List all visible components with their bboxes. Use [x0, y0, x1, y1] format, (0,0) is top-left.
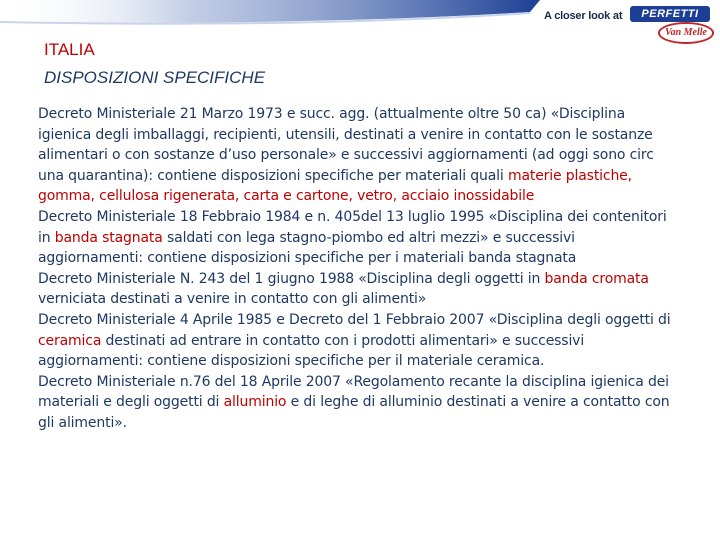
- header-bar: [0, 0, 720, 44]
- text: saldati con lega stagno-piombo ed altri mezzi» e successivi aggiornamenti: contiene disposizioni specifiche per i materiali banda stagnata: [38, 229, 577, 267]
- text: Decreto Ministeriale 4 Aprile 1985 e Decreto del 1 Febbraio 2007 «Disciplina degli oggetti di: [38, 311, 671, 328]
- text: Decreto Ministeriale N. 243 del 1 giugno 1988 «Disciplina degli oggetti in: [38, 270, 545, 287]
- text: destinati ad entrare in contatto con i prodotti alimentari» e successivi aggiornamenti: contiene disposizioni specifiche per il materiale ceramica.: [38, 332, 585, 370]
- text: Decreto Ministeriale 21 Marzo 1973 e succ. agg. (attualmente oltre 50 ca) «Disciplina igienica degli imballaggi, recipienti, utensili, destinati a venire in contatto con le sostanze alimentari o con sostanze d’uso personale» e successivi aggiornamenti (ad oggi sono circ una quarantina): contiene disposizioni specifiche per materiali quali: [38, 106, 654, 184]
- paragraph-5: [38, 372, 678, 434]
- highlight: banda stagnata: [54, 229, 163, 246]
- text: Decreto Ministeriale n.76 del 18 Aprile 2007 «Regolamento recante la disciplina igienica dei materiali e degli oggetti di: [38, 373, 669, 411]
- text: verniciata destinati a venire in contatto con gli alimenti»: [38, 291, 427, 308]
- logo-sub: Van Melle: [658, 22, 714, 44]
- page-subtitle: DISPOSIZIONI SPECIFICHE: [44, 68, 266, 87]
- highlight: alluminio: [223, 394, 287, 411]
- text: Decreto Ministeriale 18 Febbraio 1984 e n. 405del 13 luglio 1995 «Disciplina dei contenitori in: [38, 208, 667, 246]
- highlight: banda cromata: [544, 270, 649, 287]
- paragraph-2: [38, 207, 678, 269]
- header-swoosh: [0, 0, 720, 44]
- paragraph-4: [38, 310, 678, 372]
- paragraph-3: [38, 269, 678, 310]
- logo-brand: PERFETTI: [630, 6, 710, 22]
- highlight: ceramica: [38, 332, 102, 349]
- body-text: [38, 104, 678, 434]
- paragraph-1: [38, 104, 678, 207]
- page-title: ITALIA: [44, 40, 95, 59]
- highlight: materie plastiche, gomma, cellulosa rigenerata, carta e cartone, vetro, acciaio inossidabile: [38, 167, 632, 205]
- perfetti-logo: [628, 2, 716, 44]
- text: e di leghe di alluminio destinati a venire a contatto con gli alimenti».: [38, 394, 670, 431]
- header-tagline: A closer look at: [544, 10, 623, 22]
